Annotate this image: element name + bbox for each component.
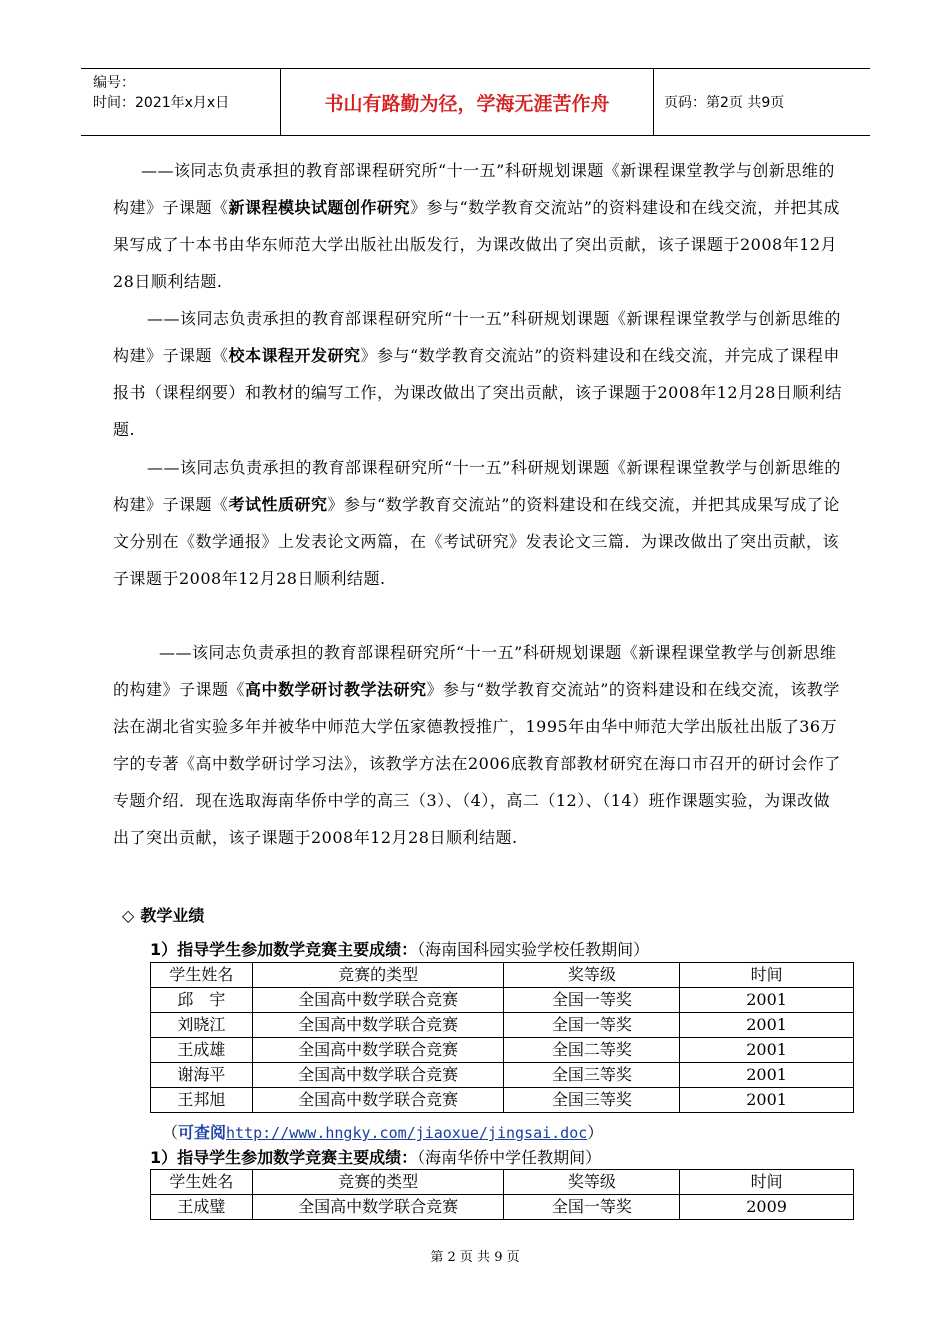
table-cell: 王邦旭: [151, 1088, 253, 1113]
paragraph-4: [113, 634, 843, 856]
subproject-title: 校本课程开发研究: [228, 346, 361, 365]
table-header-cell: 竞赛的类型: [252, 963, 504, 988]
subproject-title: 考试性质研究: [228, 495, 328, 514]
diamond-bullet-icon: ◇: [122, 906, 135, 925]
paragraph-1: [113, 152, 843, 300]
table2-caption-note: （海南华侨中学任教期间）: [417, 1148, 602, 1167]
paragraph-2: [113, 300, 843, 448]
table-cell: 全国三等奖: [504, 1063, 680, 1088]
paren-open: （: [162, 1123, 179, 1142]
section-heading: [122, 903, 204, 926]
table-cell: 全国高中数学联合竞赛: [252, 988, 504, 1013]
paragraph-text: 》参与“数学教育交流站”的资料建设和在线交流，该教学法在湖北省实验多年并被华中师范大学伍家德教授推广，1995年由华中师范大学出版社出版了36万字的专著《高中数学研讨学习法》，该教学方法在2006底教育部教材研究在海口市召开的研讨会作了专题介绍．现在选取海南华侨中学的高三（3）、（4），高二（12）、（14）班作课题实验，为课改做出了突出贡献，该子课题于2008年12月28日顺利结题.: [113, 680, 841, 847]
table1-caption-note: （海南国科园实验学校任教期间）: [417, 940, 650, 959]
table-cell: 谢海平: [151, 1063, 253, 1088]
paragraph-text: 》参与“数学教育交流站”的资料建设和在线交流，并把其成果写成了论文分别在《数学通报》上发表论文两篇，在《考试研究》发表论文三篇．为课改做出了突出贡献，该子课题于2008年12月28日顺利结题.: [113, 495, 840, 588]
table2-caption: [150, 1145, 601, 1168]
table-cell: 2001: [680, 1038, 854, 1063]
table1-caption-bold: 1）指导学生参加数学竞赛主要成绩：: [150, 940, 418, 959]
table-cell: 2001: [680, 1088, 854, 1113]
table-header-cell: 时间: [680, 1170, 854, 1195]
table-row: [151, 1195, 854, 1220]
header-time-label: 时间：2021年x月x日: [93, 95, 230, 111]
table-row: [151, 988, 854, 1013]
table-cell: 全国二等奖: [504, 1038, 680, 1063]
paragraph-text: ——该同志负责承担的教育部课程研究所“十一五”科研规划课题《新课程课堂教学与创新思维的构建》子课题《: [113, 309, 841, 365]
table-header-row: [151, 1170, 854, 1195]
header-info-cell: [81, 69, 281, 135]
table-cell: 王成雄: [151, 1038, 253, 1063]
reference-label: 可查阅: [178, 1123, 227, 1142]
table-cell: 全国三等奖: [504, 1088, 680, 1113]
paragraph-text: ——该同志负责承担的教育部课程研究所“十一五”科研规划课题《新课程课堂教学与创新思维的构建》子课题《: [113, 458, 841, 514]
table-cell: 全国高中数学联合竞赛: [252, 1063, 504, 1088]
table-cell: 王成璧: [151, 1195, 253, 1220]
reference-url-link[interactable]: http://www.hngky.com/jiaoxue/jingsai.doc: [226, 1124, 588, 1142]
table-header-cell: 时间: [680, 963, 854, 988]
paragraph-text: 》参与“数学教育交流站”的资料建设和在线交流，并完成了课程申报书（课程纲要）和教材的编写工作，为课改做出了突出贡献，该子课题于2008年12月28日顺利结题.: [113, 346, 842, 439]
table-cell: 2001: [680, 988, 854, 1013]
table-header-cell: 奖等级: [504, 963, 680, 988]
table-cell: 全国高中数学联合竞赛: [252, 1013, 504, 1038]
page-header: [81, 68, 870, 136]
section-title: 教学业绩: [140, 906, 205, 925]
table-row: [151, 1013, 854, 1038]
table-cell: 2001: [680, 1013, 854, 1038]
competition-table-1: [150, 962, 854, 1113]
table-cell: 全国一等奖: [504, 1013, 680, 1038]
competition-table-2: [150, 1169, 854, 1220]
header-page-label: 页码：第2页 共9页: [664, 95, 785, 111]
paragraph-text: ——该同志负责承担的教育部课程研究所“十一五”科研规划课题《新课程课堂教学与创新思维的构建》子课题《: [113, 161, 835, 217]
table-cell: 全国高中数学联合竞赛: [252, 1038, 504, 1063]
table2-caption-bold: 1）指导学生参加数学竞赛主要成绩：: [150, 1148, 418, 1167]
table-cell: 全国高中数学联合竞赛: [252, 1195, 504, 1220]
table-row: [151, 1063, 854, 1088]
table-cell: 全国一等奖: [504, 988, 680, 1013]
table-row: [151, 1038, 854, 1063]
table-row: [151, 1088, 854, 1113]
header-number-label: 编号：: [93, 75, 135, 91]
reference-link-line: [162, 1120, 603, 1143]
table-header-row: [151, 963, 854, 988]
subproject-title: 新课程模块试题创作研究: [228, 198, 411, 217]
table-header-cell: 学生姓名: [151, 1170, 253, 1195]
table-header-cell: 奖等级: [504, 1170, 680, 1195]
page-footer: 第 2 页 共 9 页: [430, 1250, 520, 1265]
table1-caption: [150, 937, 649, 960]
table-cell: 2009: [680, 1195, 854, 1220]
table-cell: 全国一等奖: [504, 1195, 680, 1220]
paragraph-3: [113, 449, 843, 597]
table-header-cell: 竞赛的类型: [252, 1170, 504, 1195]
table-header-cell: 学生姓名: [151, 963, 253, 988]
table-cell: 2001: [680, 1063, 854, 1088]
paren-close: ）: [587, 1123, 604, 1142]
table-cell: 刘晓江: [151, 1013, 253, 1038]
table-cell: 邱 宇: [151, 988, 253, 1013]
subproject-title: 高中数学研讨教学法研究: [245, 680, 427, 699]
header-motto: 书山有路勤为径，学海无涯苦作舟: [281, 69, 654, 135]
paragraph-text: 》参与“数学教育交流站”的资料建设和在线交流，并把其成果写成了十本书由华东师范大学出版社出版发行，为课改做出了突出贡献，该子课题于2008年12月28日顺利结题.: [113, 198, 840, 291]
paragraph-text: ——该同志负责承担的教育部课程研究所“十一五”科研规划课题《新课程课堂教学与创新思维的构建》子课题《: [113, 643, 837, 699]
table-cell: 全国高中数学联合竞赛: [252, 1088, 504, 1113]
